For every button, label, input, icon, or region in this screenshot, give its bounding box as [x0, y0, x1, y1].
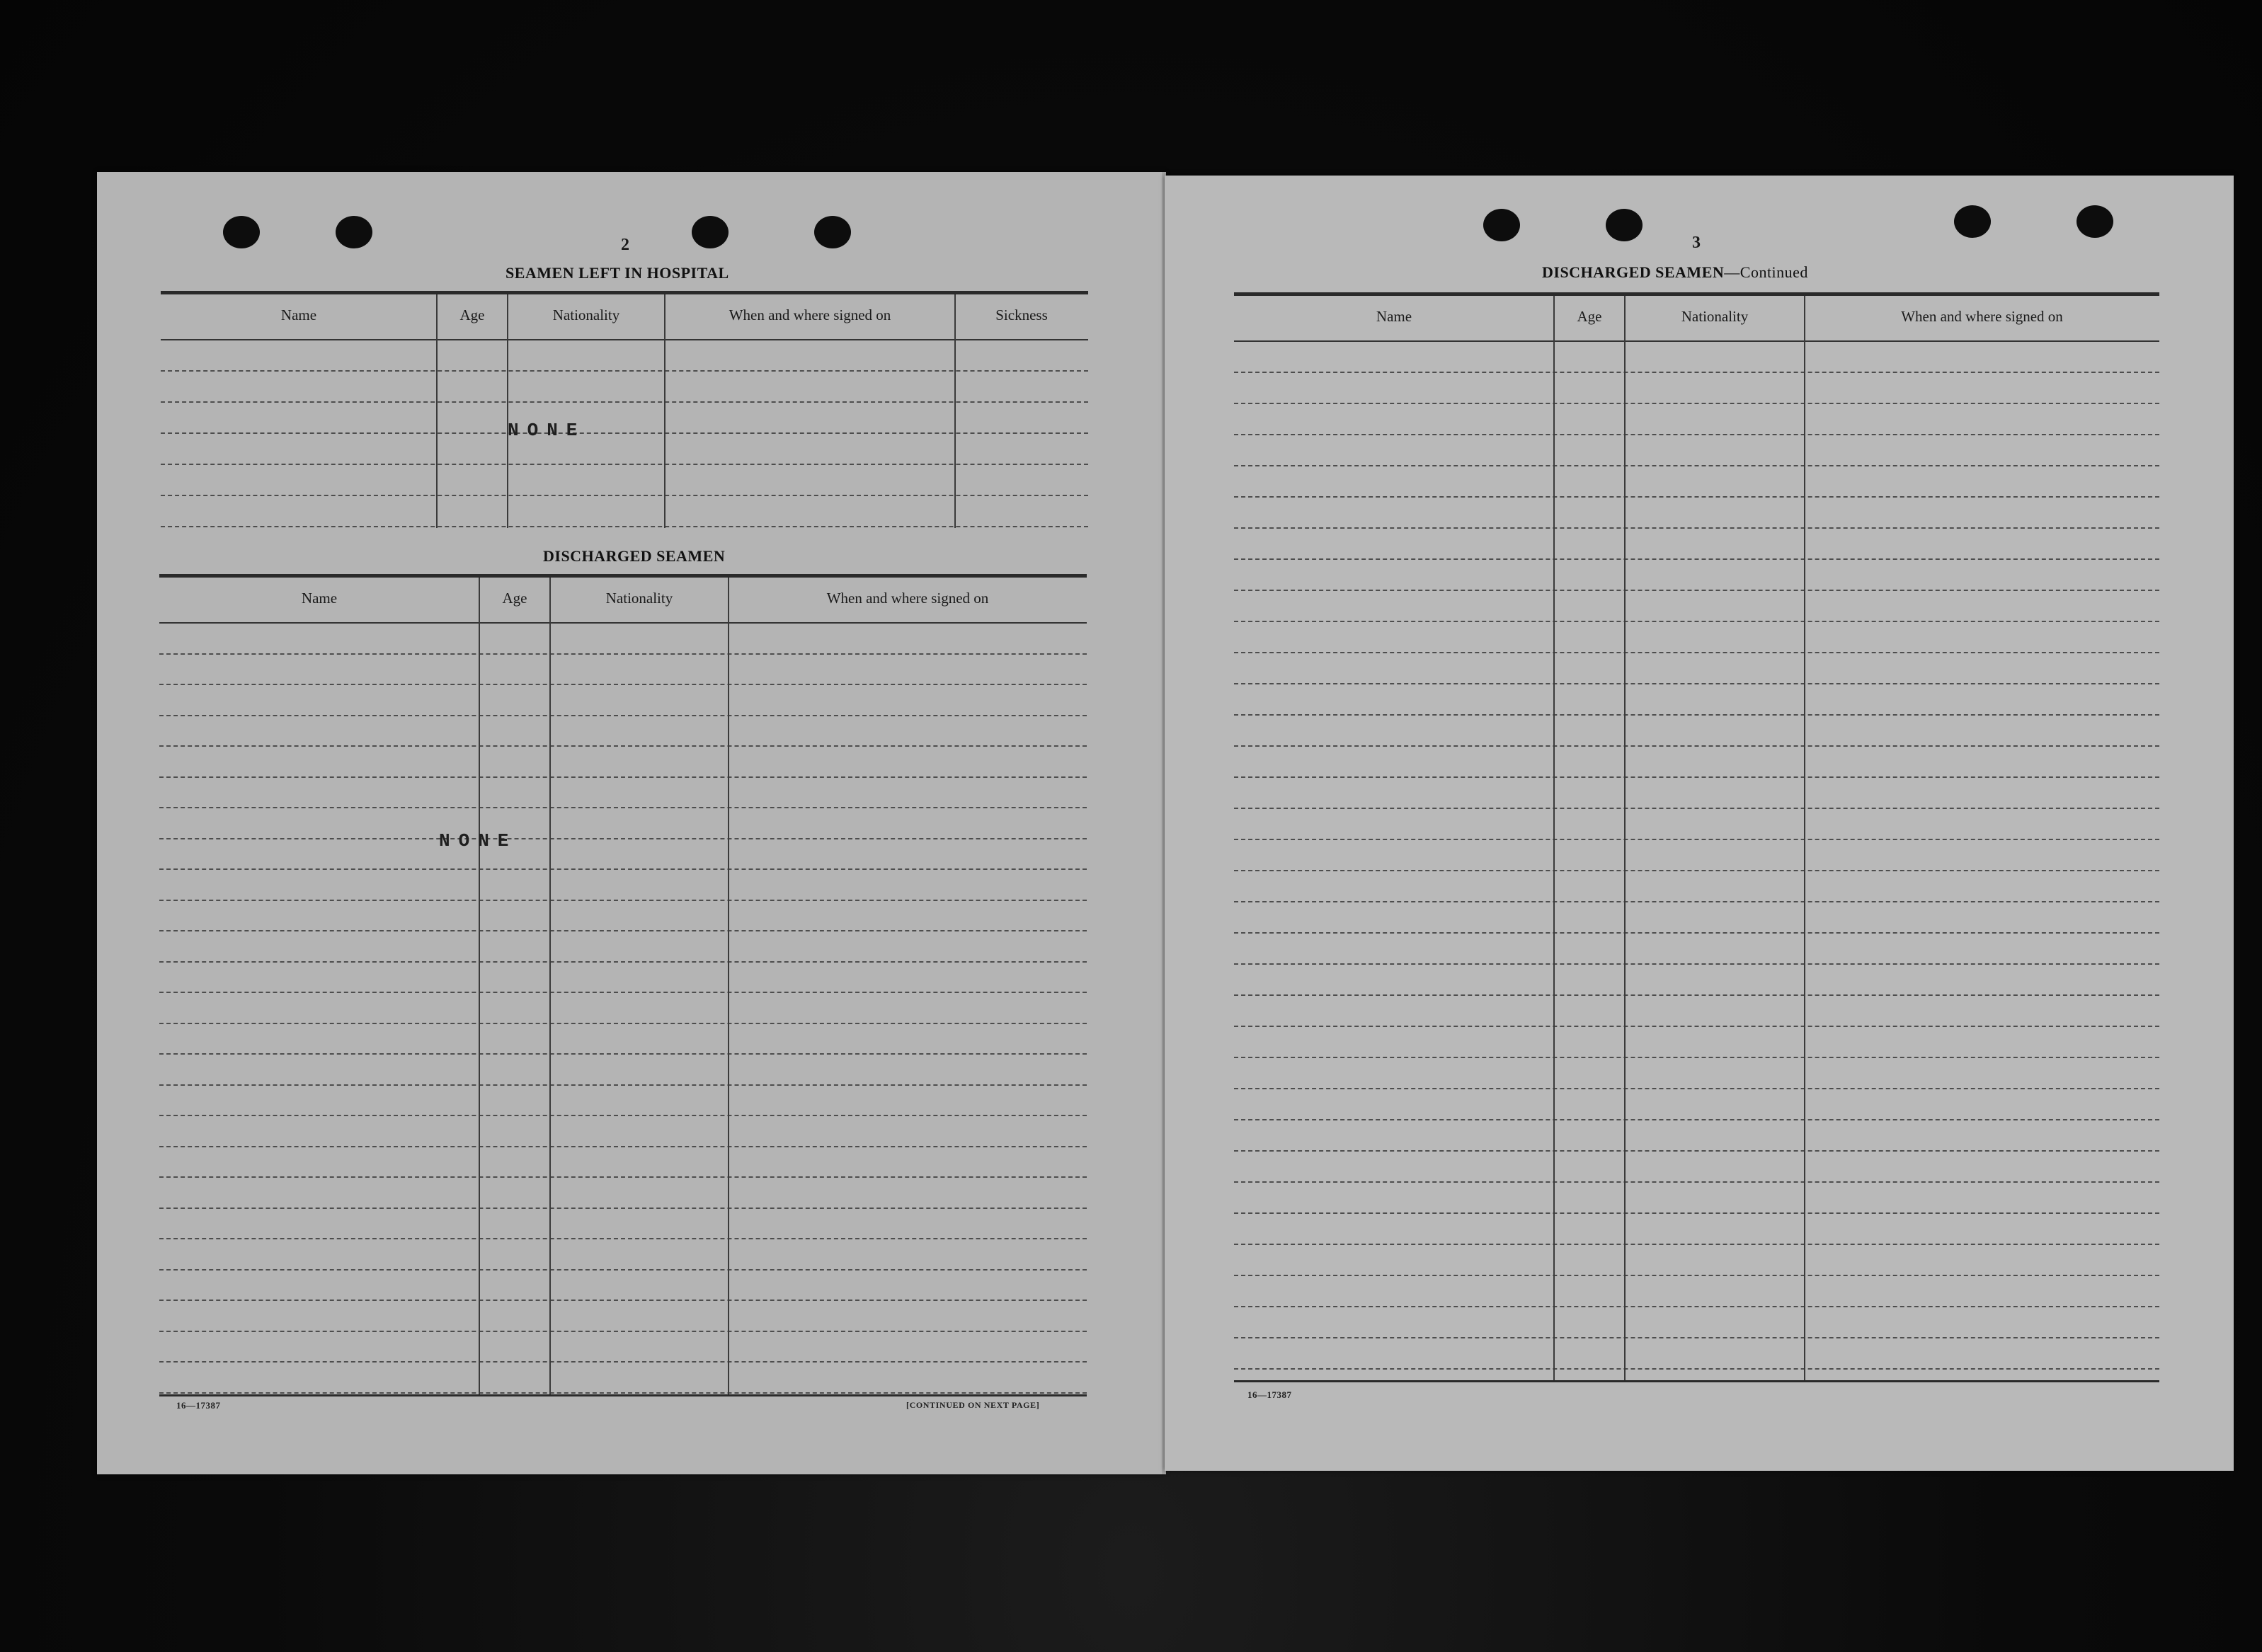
- column-header: Nationality: [552, 306, 620, 323]
- discharged-table: [159, 574, 1087, 1396]
- left-page: [97, 172, 1165, 1474]
- form-number: 16—17387: [176, 1400, 221, 1411]
- column-header: When and where signed on: [729, 306, 891, 323]
- discharged-section-title: DISCHARGED SEAMEN: [543, 547, 726, 565]
- column-header: When and where signed on: [1901, 308, 2063, 325]
- right-page: [1165, 176, 2234, 1471]
- punch-hole: [814, 216, 851, 248]
- none-stamp: NONE: [508, 420, 586, 441]
- page-number: 3: [1692, 234, 1701, 252]
- title-main: DISCHARGED SEAMEN: [1542, 263, 1725, 281]
- punch-hole: [1954, 205, 1991, 238]
- hospital-section-title: SEAMEN LEFT IN HOSPITAL: [505, 264, 729, 282]
- discharged-continued-rows: [1234, 342, 2159, 1370]
- column-header: Sickness: [995, 306, 1048, 323]
- column-header: Age: [502, 590, 527, 607]
- punch-hole: [336, 216, 372, 248]
- punch-hole: [1606, 209, 1643, 241]
- column-header: Name: [1376, 308, 1412, 325]
- discharged-continued-table: [1234, 292, 2159, 1382]
- column-header: Age: [459, 306, 485, 323]
- column-header: Nationality: [1681, 308, 1749, 325]
- discharged-continued-title: [1542, 263, 1808, 282]
- discharged-rows: [159, 624, 1087, 1394]
- punch-hole: [692, 216, 729, 248]
- none-stamp: NONE: [439, 830, 518, 851]
- punch-hole: [2077, 205, 2113, 238]
- hospital-rows: [161, 340, 1088, 527]
- column-header: Age: [1577, 308, 1602, 325]
- punch-hole: [1483, 209, 1520, 241]
- column-header: Name: [280, 306, 317, 323]
- column-header: Name: [301, 590, 338, 607]
- column-header: Nationality: [605, 590, 673, 607]
- page-number: 2: [621, 236, 629, 254]
- form-number: 16—17387: [1247, 1389, 1292, 1400]
- title-continued: —Continued: [1724, 263, 1808, 281]
- continued-note: [CONTINUED ON NEXT PAGE]: [906, 1400, 1040, 1410]
- punch-hole: [223, 216, 260, 248]
- column-header: When and where signed on: [826, 590, 989, 607]
- hospital-table: [161, 291, 1088, 528]
